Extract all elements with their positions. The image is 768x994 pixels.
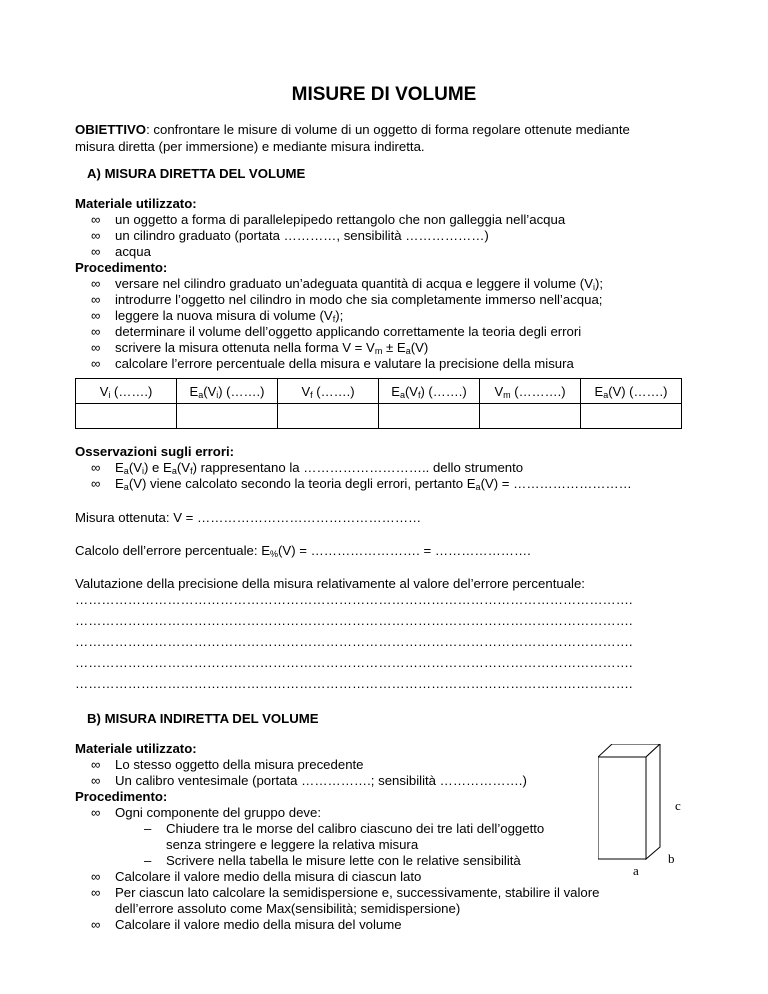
- figure-label-a: a: [633, 863, 639, 878]
- table-header-cell: $E_a(V)$ (…….): [581, 379, 682, 404]
- table-cell[interactable]: [177, 404, 278, 429]
- objective-line-2: misura diretta (per immersione) e mediante misura indiretta.: [75, 139, 425, 154]
- section-a-heading: A) MISURA DIRETTA DEL VOLUME: [87, 166, 306, 181]
- section-b-substep-cont: senza stringere e leggere la relativa misura: [166, 837, 419, 852]
- objective-line-1: [75, 122, 630, 137]
- bullet-icon: ∞: [91, 340, 101, 355]
- bullet-icon: ∞: [91, 292, 101, 307]
- bullet-icon: ∞: [91, 324, 101, 339]
- section-b-materials-label: Materiale utilizzato:: [75, 741, 197, 756]
- material-text: un cilindro graduato (portata …………, sensibilità ………………): [115, 228, 489, 243]
- dash-icon: –: [144, 853, 152, 868]
- side-face: [646, 744, 660, 859]
- objective-label: OBIETTIVO: [75, 122, 147, 137]
- bullet-icon: ∞: [91, 917, 101, 932]
- section-b-heading: B) MISURA INDIRETTA DEL VOLUME: [87, 711, 319, 726]
- evaluation-line: Valutazione della precisione della misura relativamente al valore del’errore percentuale:: [75, 576, 585, 591]
- bullet-icon: ∞: [91, 212, 101, 227]
- parallelepiped-figure: [598, 744, 670, 864]
- table-cell[interactable]: [581, 404, 682, 429]
- answer-dotted-line[interactable]: ……………………………………………………………………………………………………………….: [75, 592, 633, 607]
- step-text: determinare il volume dell’oggetto applicando correttamente la teoria degli errori: [115, 324, 582, 339]
- section-b-step-cont: dell’errore assoluto come Max(sensibilità; semidispersione): [115, 901, 461, 916]
- table-header-cell: $E_a(V_i)$ (…….): [177, 379, 278, 404]
- answer-dotted-line[interactable]: ……………………………………………………………………………………………………………….: [75, 676, 633, 691]
- step-text: Ogni componente del gruppo deve:: [115, 805, 322, 820]
- step-text: leggere la nuova misura di volume $(V_f)$;: [115, 308, 344, 324]
- measure-result-line: Misura ottenuta: V = ……………………………………………: [75, 510, 422, 525]
- percent-error-line: Calcolo dell’errore percentuale: $E_{\%}(V)$ = ……………………. = ………………….: [75, 543, 531, 559]
- error-text: $E_a(V)$ viene calcolato secondo la teoria degli errori, pertanto $E_a(V)$ = ………………………: [115, 476, 632, 492]
- bullet-icon: ∞: [91, 356, 101, 371]
- table-cell[interactable]: [379, 404, 480, 429]
- figure-label-b: b: [668, 851, 675, 866]
- table-row: [76, 404, 682, 429]
- bullet-icon: ∞: [91, 885, 101, 900]
- error-text: $E_a(V_i)$ e $E_a(V_f)$ rappresentano la ……………………….. dello strumento: [115, 460, 524, 476]
- material-text: Un calibro ventesimale (portata …………….; sensibilità ……………….): [115, 773, 527, 788]
- answer-dotted-line[interactable]: ……………………………………………………………………………………………………………….: [75, 655, 633, 670]
- bullet-icon: ∞: [91, 773, 101, 788]
- bullet-icon: ∞: [91, 228, 101, 243]
- table-cell[interactable]: [278, 404, 379, 429]
- table-header-cell: $V_m$ (……….): [480, 379, 581, 404]
- bullet-icon: ∞: [91, 476, 101, 491]
- material-text: acqua: [115, 244, 151, 259]
- answer-dotted-line[interactable]: ……………………………………………………………………………………………………………….: [75, 613, 633, 628]
- bullet-icon: ∞: [91, 276, 101, 291]
- step-text: scrivere la misura ottenuta nella forma $V = V_m \pm E_a(V)$: [115, 340, 429, 356]
- objective-text-1: : confrontare le misure di volume di un oggetto di forma regolare ottenute mediante: [146, 122, 630, 137]
- section-b-procedure-label: Procedimento:: [75, 789, 168, 804]
- material-text: un oggetto a forma di parallelepipedo rettangolo che non galleggia nell’acqua: [115, 212, 566, 227]
- front-face: [598, 757, 646, 859]
- bullet-icon: ∞: [91, 805, 101, 820]
- material-text: Lo stesso oggetto della misura precedente: [115, 757, 364, 772]
- page-title: MISURE DI VOLUME: [291, 84, 477, 105]
- step-text: Calcolare il valore medio della misura di ciascun lato: [115, 869, 422, 884]
- section-a-procedure-label: Procedimento:: [75, 260, 168, 275]
- step-text: Per ciascun lato calcolare la semidispersione e, successivamente, stabilire il valore: [115, 885, 600, 900]
- table-header-row: [76, 379, 682, 404]
- substep-text: Chiudere tra le morse del calibro ciascuno dei tre lati dell’oggetto: [166, 821, 545, 836]
- errors-label: Osservazioni sugli errori:: [75, 444, 235, 459]
- bullet-icon: ∞: [91, 244, 101, 259]
- measurement-table: [75, 378, 682, 429]
- table-header-cell: $V_f$ (…….): [278, 379, 379, 404]
- step-text: introdurre l’oggetto nel cilindro in modo che sia completamente immerso nell’acqua;: [115, 292, 603, 307]
- step-text: Calcolare il valore medio della misura del volume: [115, 917, 402, 932]
- dash-icon: –: [144, 821, 152, 836]
- table-cell[interactable]: [76, 404, 177, 429]
- bullet-icon: ∞: [91, 757, 101, 772]
- substep-text: Scrivere nella tabella le misure lette con le relative sensibilità: [166, 853, 521, 868]
- table-cell[interactable]: [480, 404, 581, 429]
- table-header-cell: $V_i$ (…….): [76, 379, 177, 404]
- section-a-materials-label: Materiale utilizzato:: [75, 196, 197, 211]
- figure-label-c: c: [675, 798, 681, 813]
- table-header-cell: $E_a(V_f)$ (…….): [379, 379, 480, 404]
- bullet-icon: ∞: [91, 460, 101, 475]
- bullet-icon: ∞: [91, 308, 101, 323]
- step-text: calcolare l’errore percentuale della misura e valutare la precisione della misura: [115, 356, 574, 371]
- answer-dotted-line[interactable]: ……………………………………………………………………………………………………………….: [75, 634, 633, 649]
- step-text: versare nel cilindro graduato un’adeguata quantità di acqua e leggere il volume $(V_i)$;: [115, 276, 604, 292]
- bullet-icon: ∞: [91, 869, 101, 884]
